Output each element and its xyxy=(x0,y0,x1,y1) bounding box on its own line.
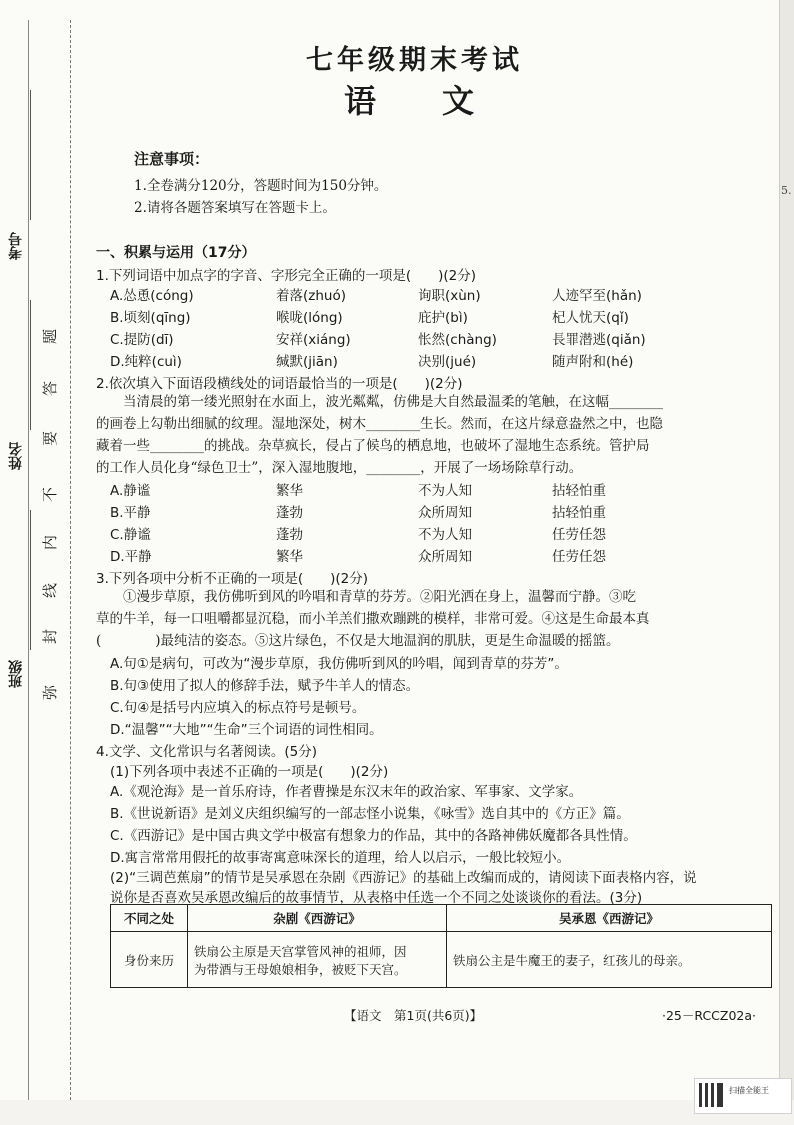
q1-option: 杞人忧天(qǐ) xyxy=(552,310,629,326)
next-page-mark: 5. xyxy=(781,184,792,197)
q2-option: 繁华 xyxy=(276,549,303,565)
q4-option: B.《世说新语》是刘义庆组织编写的一部志怪小说集，《咏雪》选自其中的《方正》篇。 xyxy=(110,806,630,822)
q4-option: A.《观沧海》是一首乐府诗，作者曹操是东汉末年的政治家、军事家、文学家。 xyxy=(110,784,583,800)
q4-sub2-line: (2)“三调芭蕉扇”的情节是吴承恩在杂剧《西游记》的基础上改编而成的，请阅读下面表格内容，说 xyxy=(110,870,697,886)
notice-item: 1.全卷满分120分，答题时间为150分钟。 xyxy=(134,178,388,194)
q2-option: 拈轻怕重 xyxy=(552,483,606,499)
binding-line xyxy=(28,20,29,1100)
q2-option: 繁华 xyxy=(276,483,303,499)
q4-sub1-stem: (1)下列各项中表述不正确的一项是( )(2分) xyxy=(110,764,389,780)
q4-option: C.《西游记》是中国古典文学中极富有想象力的作品，其中的各路神佛妖魔都各具性情。 xyxy=(110,828,637,844)
seal-char: 弥 xyxy=(41,684,60,701)
class-label: 班级 xyxy=(8,660,24,688)
q1-option: 喉咙(lóng) xyxy=(276,310,343,326)
q1-option: 随声附和(hé) xyxy=(552,354,634,370)
name-blank xyxy=(30,300,31,430)
exam-no-label: 考号 xyxy=(8,232,24,260)
q1-option: 决别(jué) xyxy=(418,354,477,370)
q1-option: 着落(zhuó) xyxy=(276,288,346,304)
page-footer: 【语文 第1页(共6页)】 xyxy=(344,1008,483,1023)
table-header: 杂剧《西游记》 xyxy=(188,905,447,932)
q2-option: B.平静 xyxy=(110,505,151,521)
q3-option: A.句①是病句，可改为“漫步草原，我仿佛听到风的吟唱，闻到青草的芬芳”。 xyxy=(110,656,568,672)
seal-char: 内 xyxy=(41,534,60,551)
q3-passage-line: ( )最纯洁的姿态。⑤这片绿色，不仅是大地温润的肌肤，更是生命温暖的摇篮。 xyxy=(96,633,620,649)
q4-option: D.寓言常常用假托的故事寄寓意味深长的道理，给人以启示，一般比较短小。 xyxy=(110,850,571,866)
q2-passage-line: 的画卷上勾勒出细腻的纹理。湿地深处，树木________生长。然而，在这片绿意盎然之中，也隐 xyxy=(96,416,663,432)
question-2-stem: 2.依次填入下面语段横线处的词语最恰当的一项是( )(2分) xyxy=(96,376,463,392)
seal-char: 封 xyxy=(41,628,60,645)
q2-option: 不为人知 xyxy=(418,527,472,543)
q2-option: 蓬勃 xyxy=(276,527,303,543)
q3-passage-line: ①漫步草原，我仿佛听到风的吟唱和青草的芬芳。②阳光洒在身上，温馨而宁静。③吃 xyxy=(96,589,636,605)
q2-option: 众所周知 xyxy=(418,549,472,565)
q1-option: 長罪潜逃(qiǎn) xyxy=(552,332,646,348)
scanner-watermark xyxy=(694,1078,792,1114)
q2-option: 众所周知 xyxy=(418,505,472,521)
q1-option: 庇护(bì) xyxy=(418,310,468,326)
next-page-edge xyxy=(779,0,794,1100)
comparison-table xyxy=(110,904,772,988)
qr-code-icon xyxy=(699,1083,723,1107)
notice-item: 2.请将各题答案填写在答题卡上。 xyxy=(134,200,336,216)
subject-title: 语 文 xyxy=(344,82,475,120)
q2-option: 任劳任怨 xyxy=(552,549,606,565)
seal-dash-line xyxy=(70,20,71,1100)
table-header: 吴承恩《西游记》 xyxy=(447,905,772,932)
class-blank xyxy=(30,510,31,650)
q3-passage-line: 草的牛羊，每一口咀嚼都显沉稳，而小羊羔们撒欢蹦跳的模样，非常可爱。④这是生命最本真 xyxy=(96,611,650,627)
q1-option: 缄默(jiān) xyxy=(276,354,338,370)
table-row-label: 身份来历 xyxy=(111,932,188,988)
paper-code: ·25－RCCZ02a· xyxy=(662,1008,757,1023)
q1-option: 安祥(xiáng) xyxy=(276,332,351,348)
scanner-brand: 扫描全能王 xyxy=(729,1086,769,1095)
q2-option: C.静谧 xyxy=(110,527,151,543)
q2-option: 拈轻怕重 xyxy=(552,505,606,521)
q2-option: 任劳任怨 xyxy=(552,527,606,543)
q1-option: D.纯粹(cuì) xyxy=(110,354,182,370)
q2-option: 不为人知 xyxy=(418,483,472,499)
exam-no-blank xyxy=(30,90,31,220)
q2-option: A.静谧 xyxy=(110,483,151,499)
q3-option: B.句③使用了拟人的修辞手法，赋予牛羊人的情态。 xyxy=(110,678,420,694)
q2-option: 蓬勃 xyxy=(276,505,303,521)
q1-option: 人迹罕至(hǎn) xyxy=(552,288,642,304)
table-header: 不同之处 xyxy=(111,905,188,932)
section-heading: 一、积累与运用（17分） xyxy=(96,245,256,261)
notice-heading: 注意事项： xyxy=(134,150,210,168)
table-cell: 铁扇公主原是天宫掌管风神的祖师，因 为带酒与王母娘娘相争，被贬下天宫。 xyxy=(188,932,447,988)
question-1-stem: 1.下列词语中加点字的字音、字形完全正确的一项是( )(2分) xyxy=(96,268,477,284)
q4-sub2-line: 说你是否喜欢吴承恩改编后的故事情节，从表格中任选一个不同之处谈谈你的看法。(3分) xyxy=(110,890,643,906)
exam-title: 七年级期末考试 xyxy=(306,45,523,76)
q2-passage-line: 当清晨的第一缕光照射在水面上，波光粼粼，仿佛是大自然最温柔的笔触，在这幅________ xyxy=(96,394,663,410)
seal-char: 不 xyxy=(41,486,60,503)
q2-passage-line: 的工作人员化身“绿色卫士”，深入湿地腹地，________，开展了一场场除草行动。 xyxy=(96,460,583,476)
q3-option: D.“温馨”“大地”“生命”三个词语的词性相同。 xyxy=(110,722,383,738)
seal-char: 答 xyxy=(41,380,60,397)
q1-option: A.怂恿(cóng) xyxy=(110,288,194,304)
q2-passage-line: 藏着一些________的挑战。杂草疯长，侵占了候鸟的栖息地，也破坏了湿地生态系统。管护局 xyxy=(96,438,650,454)
seal-char: 要 xyxy=(41,430,60,447)
name-label: 姓名 xyxy=(8,442,24,470)
question-3-stem: 3.下列各项中分析不正确的一项是( )(2分) xyxy=(96,571,369,587)
q3-option: C.句④是括号内应填入的标点符号是顿号。 xyxy=(110,700,366,716)
q1-option: 询职(xùn) xyxy=(418,288,481,304)
seal-char: 线 xyxy=(41,582,60,599)
q1-option: B.顷刻(qīng) xyxy=(110,310,191,326)
question-4-stem: 4.文学、文化常识与名著阅读。(5分) xyxy=(96,744,318,760)
q1-option: 怅然(chàng) xyxy=(418,332,497,348)
q1-option: C.提防(dī) xyxy=(110,332,174,348)
q2-option: D.平静 xyxy=(110,549,152,565)
seal-char: 题 xyxy=(41,328,60,345)
table-cell: 铁扇公主是牛魔王的妻子，红孩儿的母亲。 xyxy=(447,932,772,988)
